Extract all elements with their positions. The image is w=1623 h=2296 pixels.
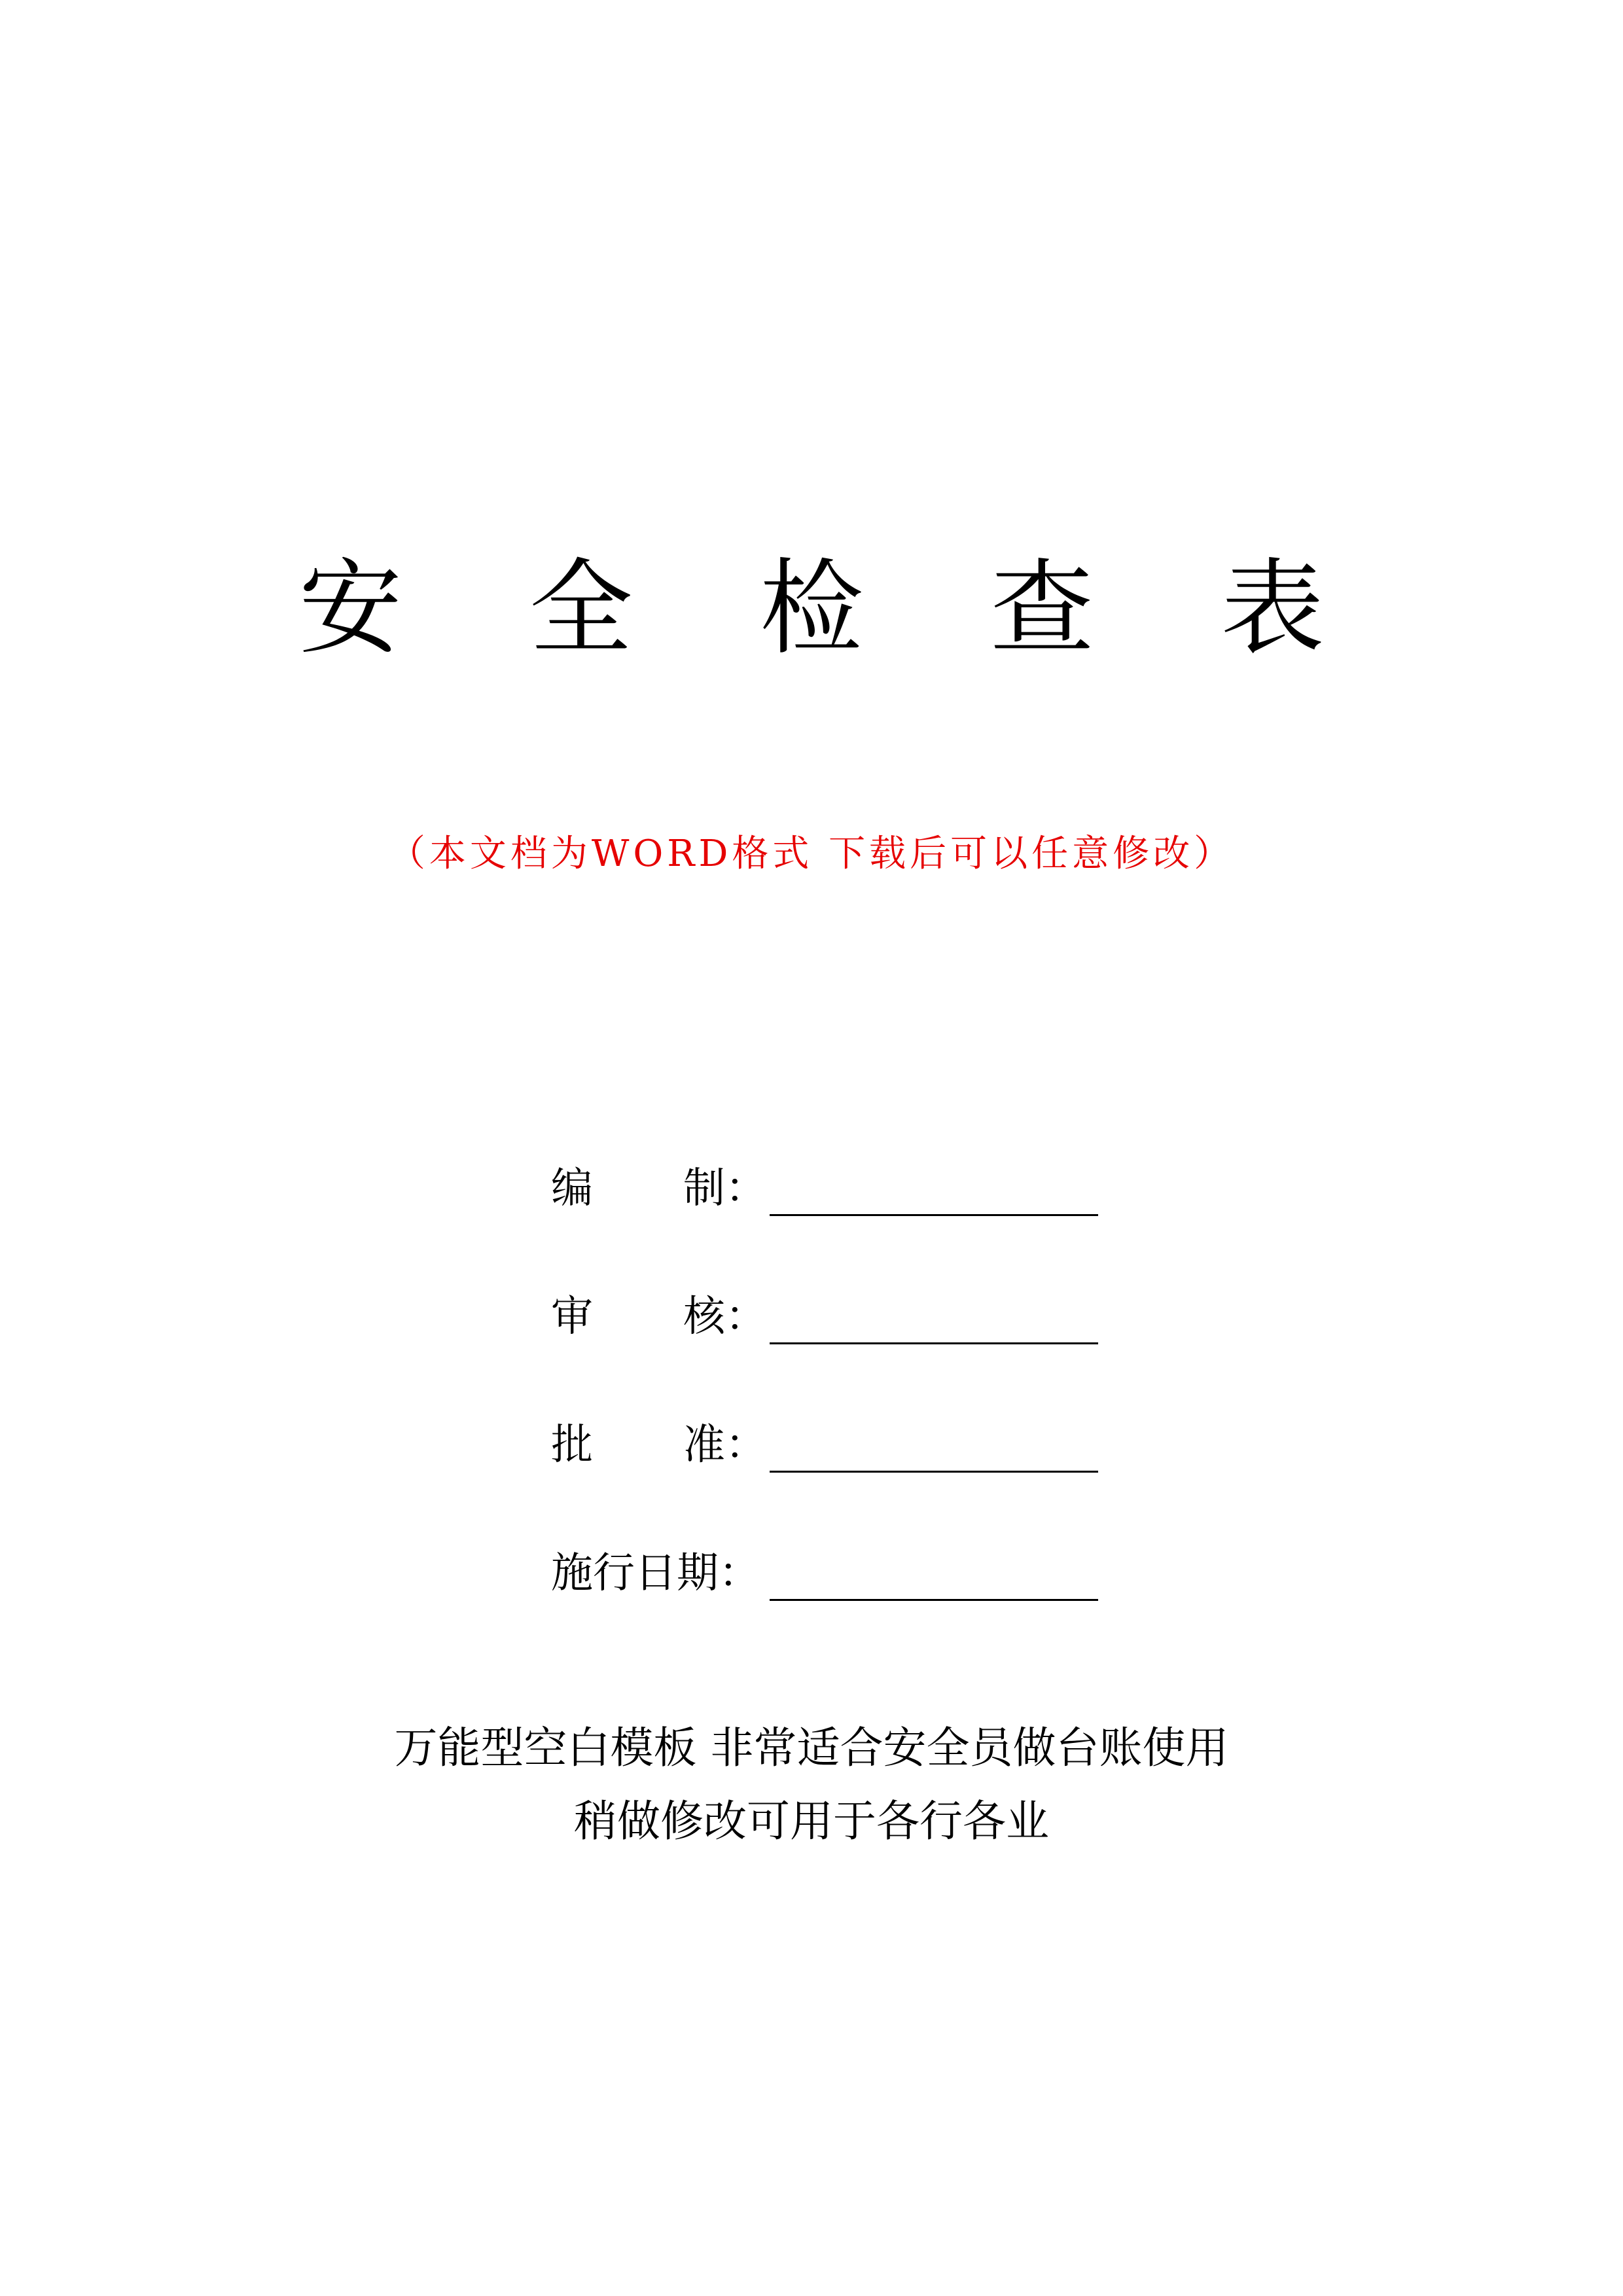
footer-line-2: 稍做修改可用于各行各业 bbox=[574, 1796, 1049, 1846]
footer-text bbox=[0, 1712, 1623, 1858]
field-row-effective-date bbox=[551, 1478, 1140, 1606]
field-label-char: 编 bbox=[551, 1164, 593, 1213]
footer-line-1: 万能型空白模板 非常适合安全员做台账使用 bbox=[394, 1723, 1229, 1773]
field-label bbox=[551, 1284, 767, 1350]
approved-by-blank-line[interactable] bbox=[770, 1410, 1098, 1473]
field-label-char: 核 bbox=[683, 1293, 725, 1341]
field-label bbox=[551, 1541, 767, 1606]
field-label bbox=[551, 1412, 767, 1478]
field-colon: ： bbox=[725, 1421, 767, 1469]
field-label-text: 施行日期 bbox=[551, 1549, 719, 1598]
field-label-end bbox=[683, 1412, 767, 1478]
format-note: （本文档为WORD格式 下载后可以任意修改） bbox=[388, 833, 1235, 875]
signature-fields bbox=[551, 1093, 1140, 1606]
document-title: 安 全 检 查 表 bbox=[298, 548, 1372, 669]
field-row-compiled-by bbox=[551, 1093, 1140, 1221]
field-row-approved-by bbox=[551, 1350, 1140, 1478]
effective-date-blank-line[interactable] bbox=[770, 1539, 1098, 1601]
field-label-char: 批 bbox=[551, 1421, 593, 1469]
field-colon: ： bbox=[719, 1549, 760, 1598]
field-label-char: 制 bbox=[683, 1164, 725, 1213]
reviewed-by-blank-line[interactable] bbox=[770, 1282, 1098, 1344]
field-label-char: 审 bbox=[551, 1293, 593, 1341]
field-row-reviewed-by bbox=[551, 1221, 1140, 1350]
compiled-by-blank-line[interactable] bbox=[770, 1154, 1098, 1216]
field-colon: ： bbox=[725, 1293, 767, 1341]
field-label-full bbox=[551, 1541, 760, 1606]
field-colon: ： bbox=[725, 1164, 767, 1213]
field-label-end bbox=[683, 1284, 767, 1350]
field-label-end bbox=[683, 1156, 767, 1221]
field-label bbox=[551, 1156, 767, 1221]
field-label-char: 准 bbox=[683, 1421, 725, 1469]
